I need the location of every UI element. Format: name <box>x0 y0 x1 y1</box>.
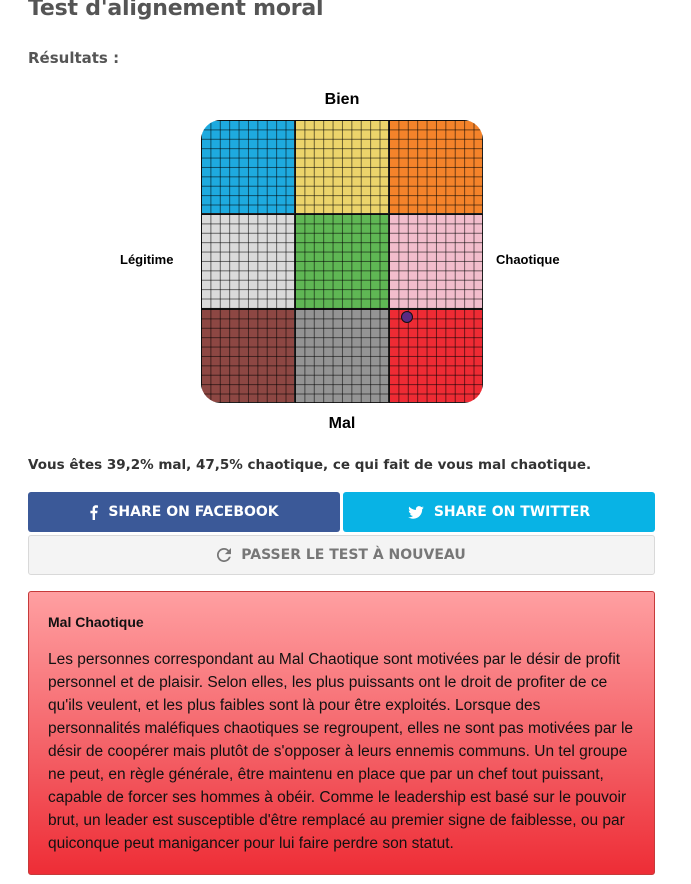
alignment-marker <box>401 311 413 323</box>
alignment-grid <box>201 120 483 403</box>
result-summary: Vous êtes 39,2% mal, 47,5% chaotique, ce qui fait de vous mal chaotique. <box>28 457 592 473</box>
share-facebook-button[interactable] <box>28 492 340 532</box>
retake-test-label: PASSER LE TEST À NOUVEAU <box>241 547 466 563</box>
cell-chaotic-evil <box>389 309 483 403</box>
alignment-heading: Mal Chaotique <box>48 614 144 630</box>
axis-label-evil: Mal <box>328 415 356 432</box>
cell-neutral-evil <box>295 309 389 403</box>
axis-label-good: Bien <box>324 91 360 108</box>
alignment-description: Les personnes correspondant au Mal Chaotique sont motivées par le désir de profit personnel et de plaisir. Selon elles, les plus puissants ont le droit de profiter de ce qu'ils veulent, et les plus faibles sont là pour être exploités. Lorsque des personnalités maléfiques chaotiques se regroupent, elles ne sont pas motivées par le désir de coopérer mais plutôt de s'opposer à leurs ennemis communs. Un tel groupe ne peut, en règle générale, être maintenu en place que par un chef tout puissant, capable de forcer ses hommes à obéir. Comme le leadership est basé sur le pouvoir brut, un leader est susceptible d'être remplacé au premier signe de faiblesse, ou par quiconque peut manigancer pour lui faire perdre son statut. <box>48 651 634 852</box>
cell-lawful-good <box>201 120 295 214</box>
refresh-icon <box>217 548 231 562</box>
axis-label-lawful: Légitime <box>120 252 174 267</box>
share-twitter-button[interactable] <box>343 492 655 532</box>
cell-lawful-evil <box>201 309 295 403</box>
cell-neutral-good <box>295 120 389 214</box>
alignment-description-box <box>28 591 655 875</box>
cell-chaotic-neutral <box>389 214 483 309</box>
cell-lawful-neutral <box>201 214 295 309</box>
twitter-icon <box>408 506 424 519</box>
page-title: Test d'alignement moral <box>28 0 324 21</box>
retake-test-button[interactable] <box>28 535 655 575</box>
cell-true-neutral <box>295 214 389 309</box>
cell-chaotic-good <box>389 120 483 214</box>
share-twitter-label: SHARE ON TWITTER <box>433 504 591 520</box>
facebook-icon <box>89 505 98 520</box>
axis-label-chaotic: Chaotique <box>496 252 560 267</box>
results-label: Résultats : <box>28 49 120 67</box>
share-facebook-label: SHARE ON FACEBOOK <box>108 504 279 520</box>
